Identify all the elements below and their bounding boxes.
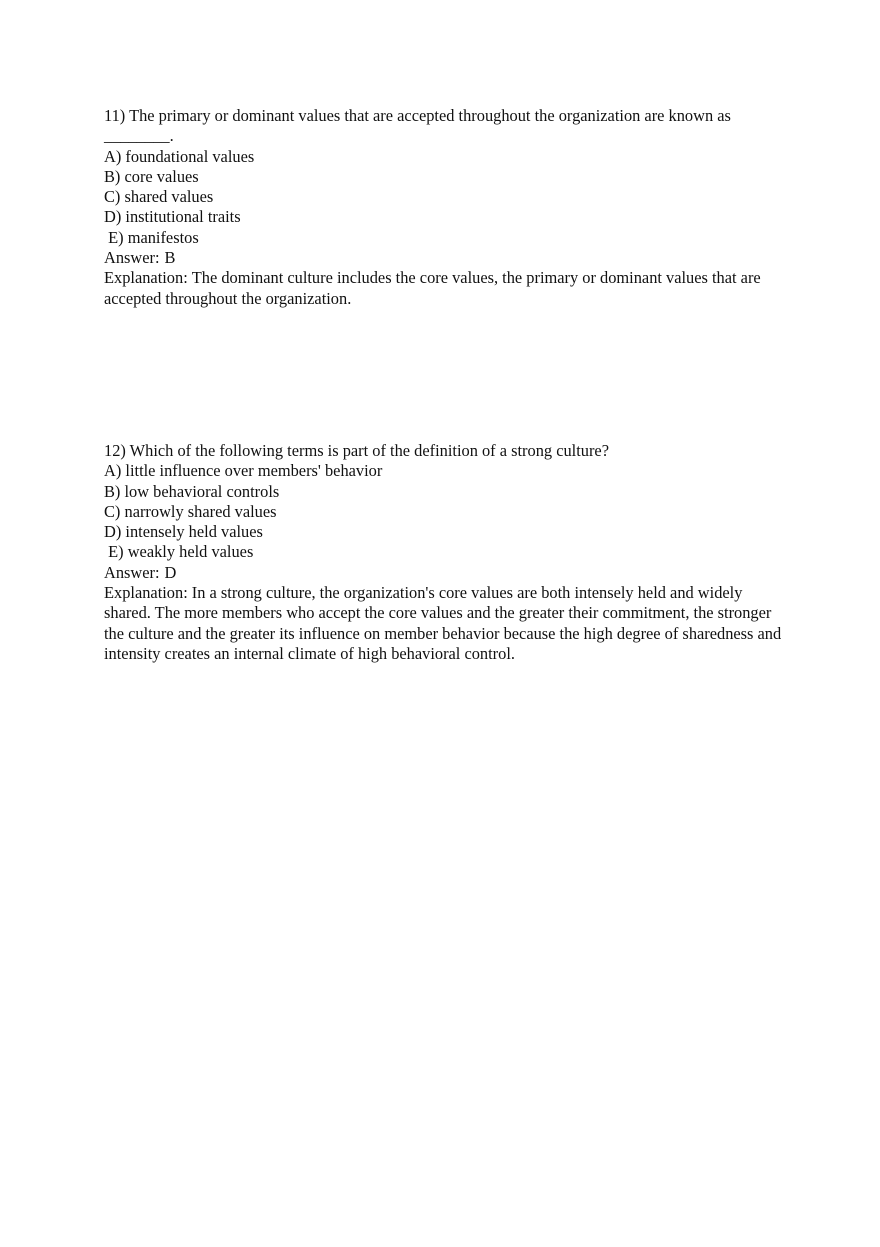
choice-letter: B) [104, 481, 121, 501]
choice-letter: E) [108, 227, 124, 247]
choice-letter: D) [104, 522, 122, 542]
choice-text: core values [124, 166, 199, 186]
answer-line [104, 248, 784, 268]
question-stem [104, 106, 784, 147]
choice-b [104, 482, 784, 502]
choice-c [104, 187, 784, 207]
explanation-label: Explanation: [104, 268, 188, 288]
choice-b [104, 167, 784, 187]
question-text: Which of the following terms is part of the definition of a strong culture? [129, 441, 609, 460]
choice-e [104, 228, 784, 248]
choice-letter: C) [104, 501, 121, 521]
choice-text: weakly held values [127, 542, 254, 562]
answer-line [104, 563, 784, 583]
choice-a [104, 147, 784, 167]
choice-text: narrowly shared values [124, 501, 277, 521]
choice-letter: A) [104, 146, 122, 166]
choice-letter: A) [104, 461, 122, 481]
answer-label: Answer: [104, 248, 160, 268]
choice-d [104, 207, 784, 227]
choice-letter: C) [104, 187, 121, 207]
explanation-text: The dominant culture includes the core values, the primary or dominant values that are accepted throughout the organization. [104, 268, 761, 308]
choice-a [104, 461, 784, 481]
question-number: 12) [104, 441, 126, 460]
choice-text: foundational values [125, 146, 255, 166]
question-12 [104, 441, 784, 664]
answer-value: B [164, 248, 176, 268]
question-stem [104, 441, 784, 461]
choice-letter: E) [108, 542, 124, 562]
choice-text: low behavioral controls [124, 481, 280, 501]
answer-label: Answer: [104, 562, 160, 582]
choice-letter: D) [104, 207, 122, 227]
question-11 [104, 106, 784, 309]
choice-text: intensely held values [125, 522, 263, 542]
explanation-label: Explanation: [104, 583, 188, 603]
choice-d [104, 522, 784, 542]
choice-c [104, 502, 784, 522]
question-text: The primary or dominant values that are accepted throughout the organization are known as ________. [104, 106, 731, 146]
question-number: 11) [104, 106, 126, 125]
answer-value: D [164, 562, 177, 582]
choice-e [104, 542, 784, 562]
choice-text: institutional traits [125, 207, 241, 227]
choice-text: shared values [124, 187, 214, 207]
choice-text: manifestos [127, 227, 199, 247]
explanation-text: In a strong culture, the organization's core values are both intensely held and widely shared. The more members who accept the core values and the greater their commitment, the stronger the culture and the greater its influence on member behavior because the high degree of sharedness and intensity creates an internal climate of high behavioral control. [104, 583, 782, 663]
explanation [104, 583, 784, 664]
choice-letter: B) [104, 166, 121, 186]
choice-text: little influence over members' behavior [125, 461, 383, 481]
explanation [104, 268, 784, 309]
